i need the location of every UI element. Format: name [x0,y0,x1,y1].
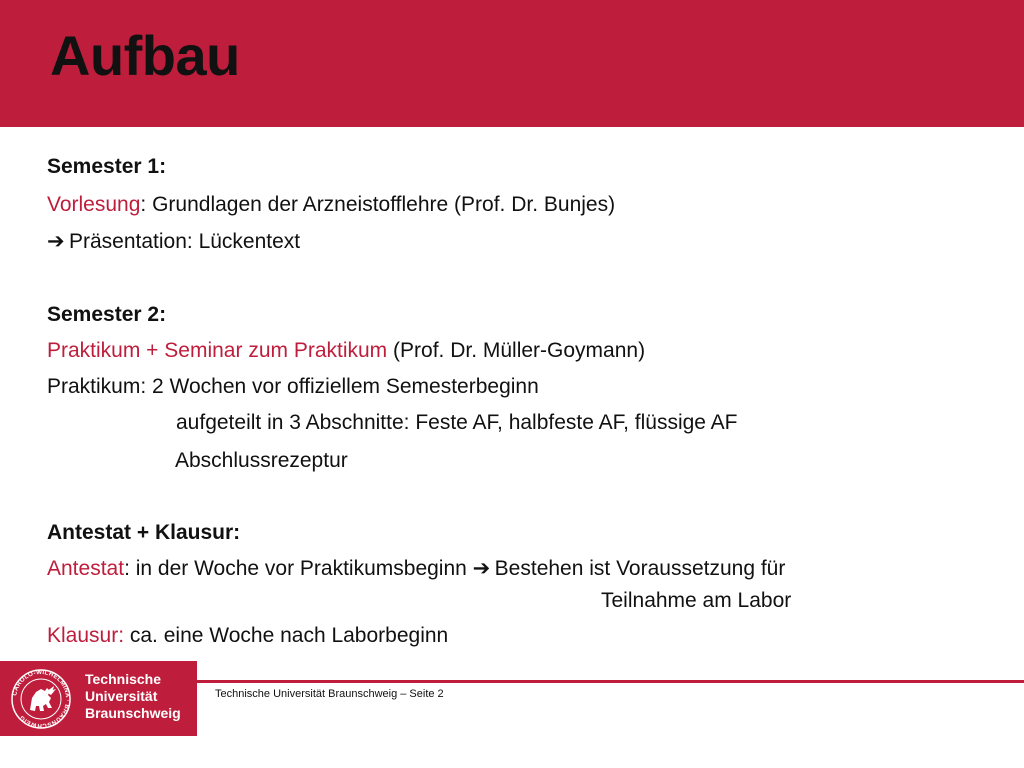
antestat-label: Antestat [47,557,125,580]
semester-1-presentation-line [47,229,300,255]
logo-line-3: Braunschweig [85,705,181,721]
antestat-line [47,556,785,582]
university-seal-icon [10,668,72,730]
semester-1-heading: Semester 1: [47,155,167,178]
university-logo [0,661,197,736]
antestat-result-continued: Teilnahme am Labor [601,589,792,612]
presentation-text: Präsentation: Lückentext [69,230,301,253]
semester-1-lecture-line [47,192,615,218]
practical-label: Praktikum + Seminar zum Praktikum [47,339,388,362]
semester-2-practical-line [47,338,645,364]
antestat-text: : in der Woche vor Praktikumsbeginn [124,557,473,580]
klausur-label: Klausur: [47,624,125,647]
klausur-text: ca. eine Woche nach Laborbeginn [124,624,449,647]
lecture-text: : Grundlagen der Arzneistofflehre (Prof. Dr. Bunjes) [140,193,616,216]
logo-line-1: Technische [85,671,161,687]
lecture-label: Vorlesung [47,193,141,216]
footer-text: Technische Universität Braunschweig – Seite 2 [215,688,444,700]
klausur-line [47,623,448,649]
practical-text: (Prof. Dr. Müller-Goymann) [387,339,646,362]
final-prescription-line: Abschlussrezeptur [175,449,348,472]
antestat-klausur-heading: Antestat + Klausur: [47,521,241,544]
antestat-result: Bestehen ist Voraussetzung für [494,557,786,580]
slide-title: Aufbau [50,24,240,87]
footer-rule [197,680,1024,683]
logo-line-2: Universität [85,688,158,704]
semester-2-heading: Semester 2: [47,303,167,326]
practical-sections-line: aufgeteilt in 3 Abschnitte: Feste AF, halbfeste AF, flüssige AF [176,411,738,434]
arrow-right-icon: ➔ [472,557,491,580]
practical-timing-line: Praktikum: 2 Wochen vor offiziellem Semesterbeginn [47,375,539,398]
arrow-right-icon: ➔ [47,230,65,253]
seal-text: CAROLO-WILHELMINA · BRAUNSCHWEIG [11,668,72,730]
